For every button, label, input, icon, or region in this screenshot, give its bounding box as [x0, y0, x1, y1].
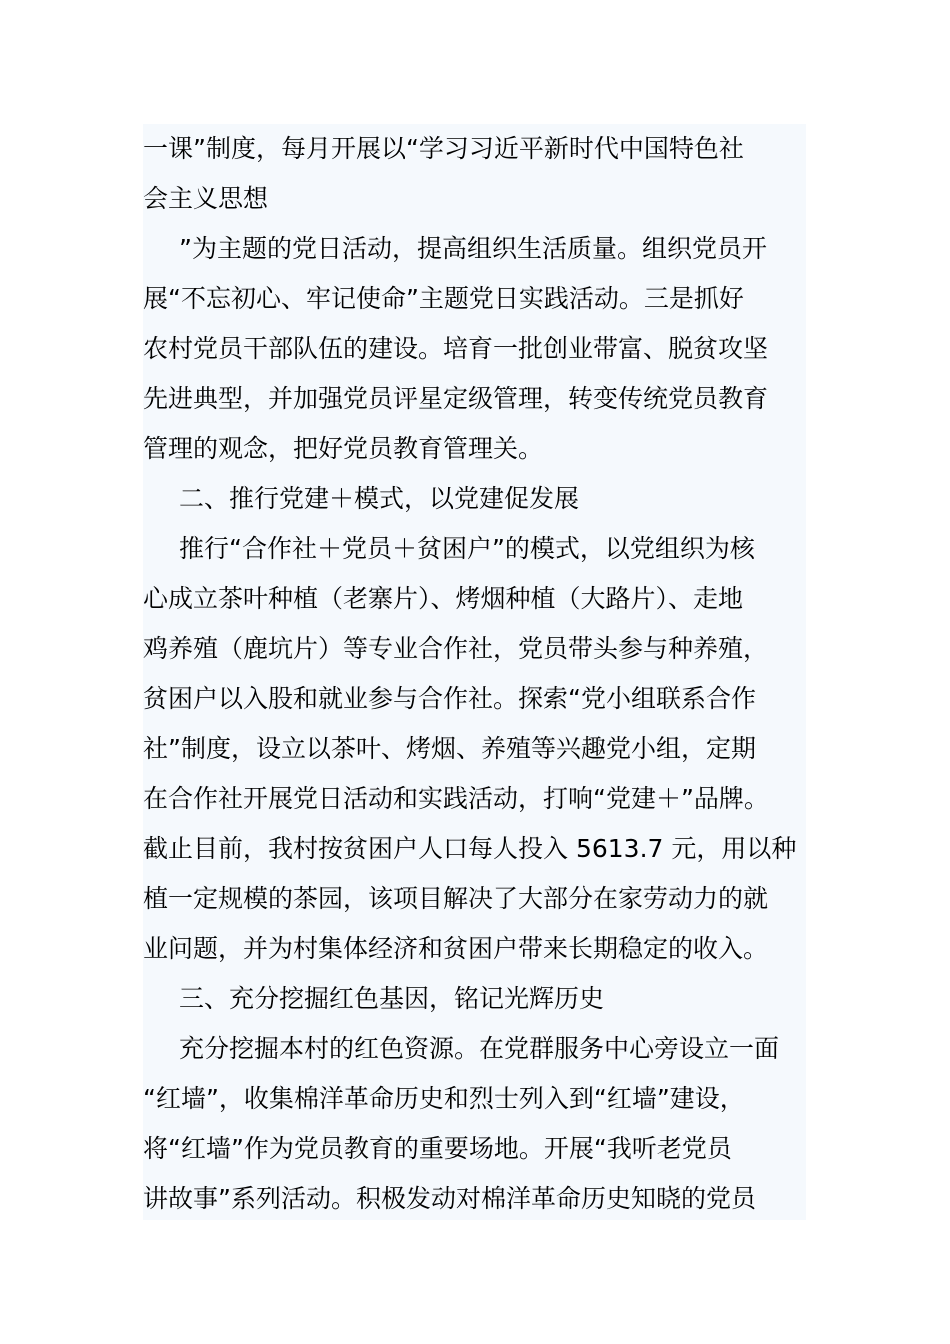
- text-line: 鸡养殖（鹿坑片）等专业合作社，党员带头参与种养殖，: [143, 634, 769, 663]
- text-line: 推行“合作社＋党员＋贫困户”的模式，以党组织为核: [179, 534, 755, 563]
- text-line: 截止目前，我村按贫困户人口每人投入 5613.7 元，用以种: [143, 834, 797, 863]
- text-line: 一课”制度，每月开展以“学习习近平新时代中国特色社: [143, 134, 744, 163]
- section-heading: 三、充分挖掘红色基因，铭记光辉历史: [179, 984, 605, 1013]
- text-line: 先进典型，并加强党员评星定级管理，转变传统党员教育: [143, 384, 769, 413]
- text-line: 业问题，并为村集体经济和贫困户带来长期稳定的收入。: [143, 934, 769, 963]
- section-heading: 二、推行党建＋模式，以党建促发展: [179, 484, 580, 513]
- text-line: 充分挖掘本村的红色资源。在党群服务中心旁设立一面: [179, 1034, 780, 1063]
- document-text-block: [143, 124, 806, 1220]
- text-line: 管理的观念，把好党员教育管理关。: [143, 434, 544, 463]
- text-line: 社”制度，设立以茶叶、烤烟、养殖等兴趣党小组，定期: [143, 734, 756, 763]
- text-line: 会主义思想: [143, 184, 269, 213]
- text-line: 展“不忘初心、牢记使命”主题党日实践活动。三是抓好: [143, 284, 744, 313]
- text-line: 贫困户以入股和就业参与合作社。探索“党小组联系合作: [143, 684, 756, 713]
- text-line: ”为主题的党日活动，提高组织生活质量。组织党员开: [179, 234, 767, 263]
- text-line: 在合作社开展党日活动和实践活动，打响“党建＋”品牌。: [143, 784, 769, 813]
- text-line: 心成立茶叶种植（老寨片）、烤烟种植（大路片）、走地: [143, 584, 744, 613]
- text-line: 植一定规模的茶园，该项目解决了大部分在家劳动力的就: [143, 884, 769, 913]
- text-line: 将“红墙”作为党员教育的重要场地。开展“我听老党员: [143, 1134, 732, 1163]
- text-line: “红墙”，收集棉洋革命历史和烈士列入到“红墙”建设，: [143, 1084, 745, 1113]
- text-line: 农村党员干部队伍的建设。培育一批创业带富、脱贫攻坚: [143, 334, 769, 363]
- text-line: 讲故事”系列活动。积极发动对棉洋革命历史知晓的党员: [143, 1184, 756, 1213]
